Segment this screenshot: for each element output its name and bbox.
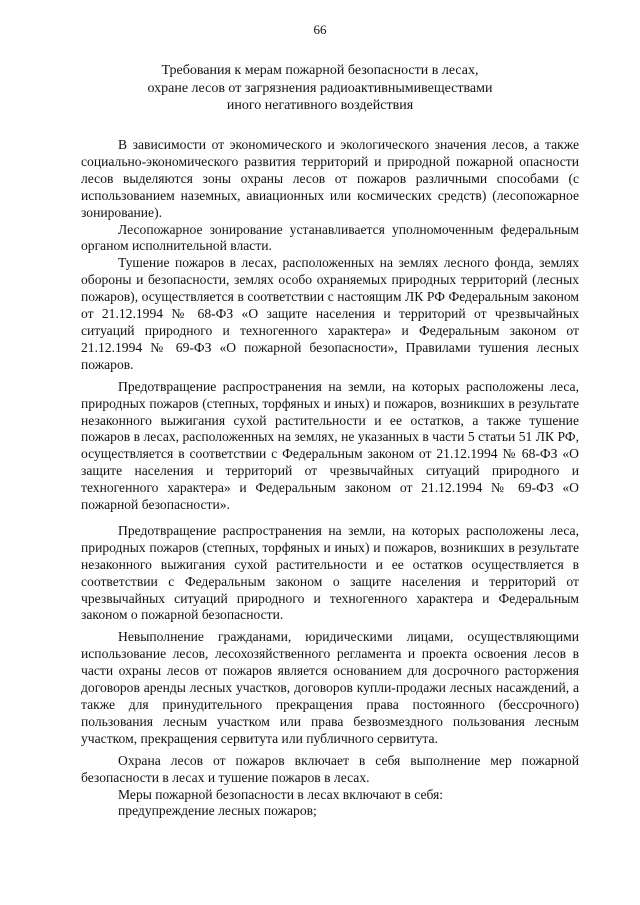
paragraph: Тушение пожаров в лесах, расположенных на землях лесного фонда, землях обороны и безопасности, землях особо охраняемых природных территорий (лесных пожаров), осуществляется в соответствии с настоящим ЛК РФ Федеральным законом от 21.12.1994 № 68-ФЗ «О защите населения и территорий от чрезвычайных ситуаций природного и техногенного характера» и Федеральным законом от 21.12.1994 № 69-ФЗ «О пожарной безопасности», Правилами тушения лесных пожаров. xyxy=(81,255,579,372)
title-line: охране лесов от загрязнения радиоактивнымивеществами xyxy=(147,80,493,96)
document-body xyxy=(81,137,579,820)
paragraph: Охрана лесов от пожаров включает в себя выполнение мер пожарной безопасности в лесах и тушение пожаров в лесах. xyxy=(81,752,579,785)
title-line: Требования к мерам пожарной безопасности в лесах, xyxy=(161,63,479,78)
paragraph: Невыполнение гражданами, юридическими лицами, осуществляющими использование лесов, лесохозяйственного регламента и проекта освоения лесов в части охраны лесов от пожаров является основанием для досрочного расторжения договоров аренды лесных участков, договоров купли-продажи лесных насаждений, а также для принудительного прекращения права постоянного (бессрочного) пользования лесным участком или права безвозмездного пользования лесным участком, прекращения сервитута или публичного сервитута. xyxy=(81,629,579,746)
paragraph: Лесопожарное зонирование устанавливается уполномоченным федеральным органом исполнительной власти. xyxy=(81,221,579,254)
paragraph: В зависимости от экономического и экологического значения лесов, а также социально-экономического развития территорий и природной пожарной опасности лесов выделяются зоны охраны лесов от пожаров различными способами (с использованием наземных, авиационных или космических средств) (лесопожарное зонирование). xyxy=(81,137,579,220)
paragraph: Меры пожарной безопасности в лесах включают в себя: xyxy=(118,786,444,802)
title-line: иного негативного воздействия xyxy=(226,98,414,113)
paragraph: Предотвращение распространения на земли, на которых расположены леса, природных пожаров (степных, торфяных и иных) и пожаров, возникших в результате незаконного выжигания сухой растительности и ее остатков осуществляется в соответствии с Федеральным законом о защите населения и территорий от чрезвычайных ситуаций природного и техногенного характера и Федеральным законом о пожарной безопасности. xyxy=(81,522,579,623)
paragraph: Предотвращение распространения на земли, на которых расположены леса, природных пожаров (степных, торфяных и иных) и пожаров, возникших в результате незаконного выжигания сухой растительности и ее остатков, а также тушение пожаров в лесах, расположенных на землях, не указанных в части 5 статьи 51 ЛК РФ, осуществляется в соответствии с Федеральным законом от 21.12.1994 № 68-ФЗ «О защите населения и территорий от чрезвычайных ситуаций природного и техногенного характера» и Федеральным законом от 21.12.1994 № 69-ФЗ «О пожарной безопасности». xyxy=(81,378,579,513)
paragraph: предупреждение лесных пожаров; xyxy=(118,803,317,819)
page-number: 66 xyxy=(313,22,327,37)
section-title xyxy=(80,62,560,115)
